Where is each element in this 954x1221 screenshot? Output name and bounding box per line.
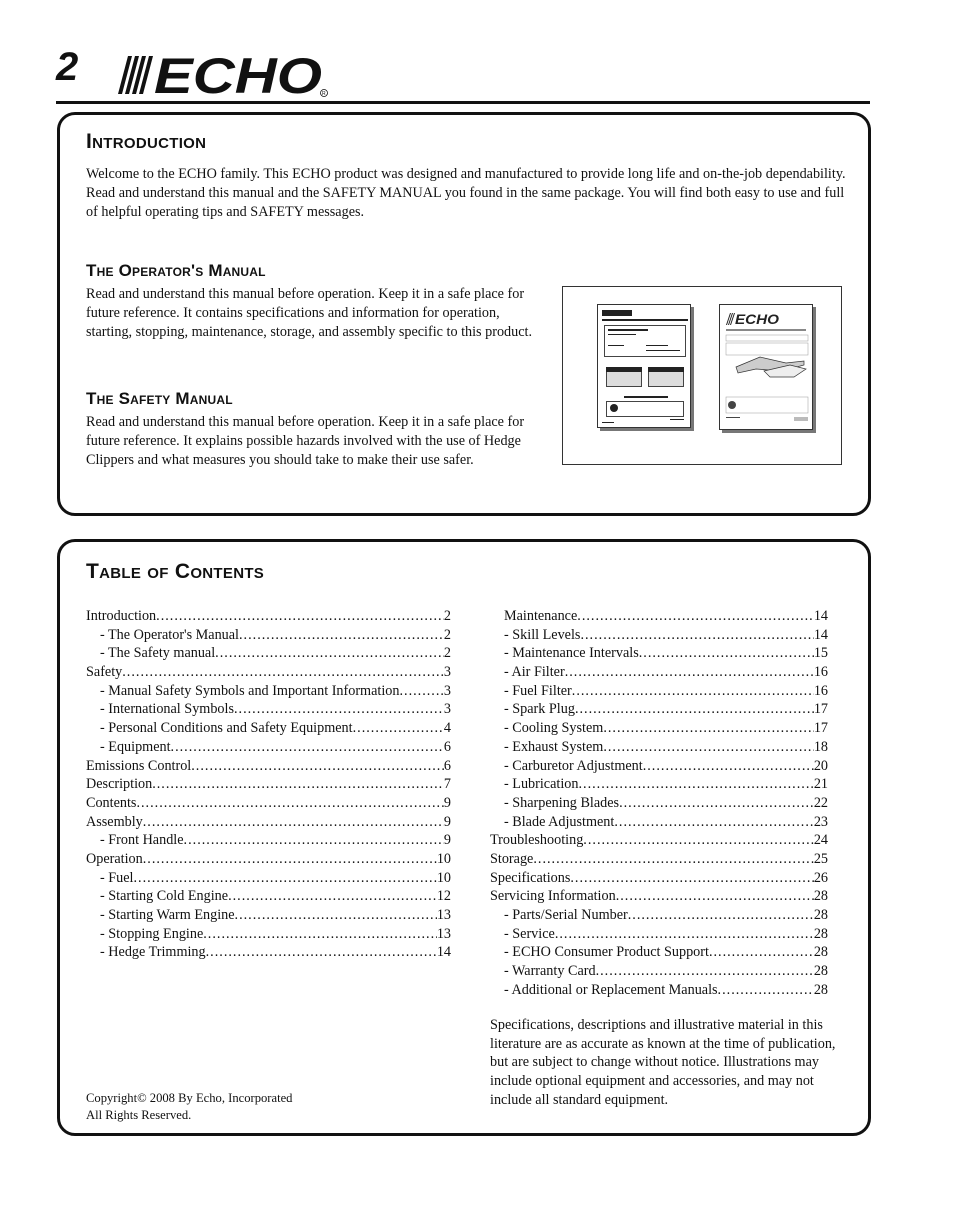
toc-entry-label: - Exhaust System [504, 738, 604, 755]
svg-text:ECHO: ECHO [735, 311, 780, 327]
toc-entry[interactable] [86, 850, 451, 869]
toc-entry[interactable] [490, 906, 828, 925]
toc-entry-label: - Front Handle [100, 832, 184, 849]
toc-entry[interactable] [490, 626, 828, 645]
toc-dot-leader [596, 962, 814, 981]
toc-entry-label: - The Operator's Manual [100, 626, 239, 643]
toc-entry-label: - Fuel Filter [504, 682, 572, 699]
toc-dot-leader [234, 700, 444, 719]
toc-entry[interactable] [490, 644, 828, 663]
toc-entry[interactable] [490, 981, 828, 1000]
toc-entry[interactable] [86, 644, 451, 663]
toc-entry[interactable] [86, 794, 451, 813]
toc-entry-label: - International Symbols [100, 701, 234, 718]
toc-entry-page: 2 [443, 645, 451, 662]
toc-entry-page: 12 [436, 888, 451, 905]
toc-entry-label: - Skill Levels [504, 626, 581, 643]
operators-manual-text: Read and understand this manual before operation. Keep it in a safe place for future reference. It contains specifications and information for operation, starting, stopping, maintenance, storage, and assembly specific to this product. [86, 286, 533, 340]
toc-entry[interactable] [86, 700, 451, 719]
toc-entry[interactable] [86, 943, 451, 962]
toc-entry-label: - Warranty Card [504, 963, 596, 980]
toc-entry[interactable] [86, 813, 451, 832]
echo-logo [110, 50, 332, 98]
toc-dot-leader [134, 869, 437, 888]
toc-entry-page: 3 [443, 682, 451, 699]
toc-entry-label: - Parts/Serial Number [504, 907, 628, 923]
table-of-contents-panel [57, 539, 871, 1136]
toc-entry[interactable] [490, 831, 828, 850]
toc-dot-leader [156, 607, 444, 626]
toc-dot-leader [215, 644, 444, 663]
toc-entry[interactable] [86, 607, 451, 626]
toc-entry-page: 16 [813, 682, 828, 699]
introduction-title: Introduction [86, 130, 207, 153]
operators-manual-image [597, 304, 691, 428]
logo-text: ECHO [154, 50, 323, 98]
toc-entry[interactable] [86, 719, 451, 738]
toc-entry-label: - Maintenance Intervals [504, 645, 639, 662]
toc-entry-page: 6 [443, 757, 451, 774]
toc-entry-page: 18 [813, 738, 828, 755]
toc-entry-label: - Equipment [100, 738, 171, 755]
toc-dot-leader [555, 925, 814, 944]
page-number: 2 [56, 45, 79, 89]
toc-entry[interactable] [490, 813, 828, 832]
toc-dot-leader [533, 850, 813, 869]
toc-right-column [490, 607, 828, 999]
toc-entry[interactable] [86, 626, 451, 645]
toc-entry[interactable] [490, 607, 828, 626]
toc-dot-leader [583, 831, 814, 850]
toc-entry-page: 28 [813, 981, 828, 998]
toc-dot-leader [643, 757, 814, 776]
toc-dot-leader [575, 700, 814, 719]
toc-entry[interactable] [490, 719, 828, 738]
toc-entry[interactable] [86, 869, 451, 888]
toc-entry-label: - Personal Conditions and Safety Equipment [100, 720, 353, 737]
toc-dot-leader [570, 869, 813, 888]
toc-entry[interactable] [490, 738, 828, 757]
toc-entry-page: 10 [436, 850, 451, 867]
toc-entry-label: - Cooling System [504, 720, 604, 737]
toc-dot-leader [136, 794, 443, 813]
toc-dot-leader [628, 906, 814, 925]
toc-dot-leader [143, 850, 437, 869]
toc-entry-label: - ECHO Consumer Product Support [504, 944, 709, 961]
toc-entry-page: 13 [436, 907, 451, 923]
toc-dot-leader [639, 644, 814, 663]
toc-dot-leader [239, 626, 444, 645]
toc-entry-page: 2 [443, 626, 451, 643]
toc-dot-leader [228, 887, 437, 906]
toc-dot-leader [399, 682, 443, 701]
operators-manual-heading: The Operator's Manual [86, 261, 266, 280]
toc-entry-page: 28 [813, 888, 828, 905]
toc-entry[interactable] [490, 943, 828, 962]
toc-entry-label: - Stopping Engine [100, 925, 204, 942]
toc-entry-label: Introduction [86, 608, 157, 624]
toc-entry[interactable] [490, 925, 828, 944]
toc-dot-leader [203, 925, 437, 944]
toc-dot-leader [619, 794, 814, 813]
safety-manual-text: Read and understand this manual before operation. Keep it in a safe place for future reference. It explains possible hazards involved with the use of Hedge Clippers and what measures you should take to make their use safer. [86, 414, 525, 468]
safety-manual-heading: The Safety Manual [86, 389, 233, 408]
toc-entry-label: Assembly [86, 813, 143, 830]
toc-entry-page: 17 [813, 701, 828, 718]
toc-entry[interactable] [490, 663, 828, 682]
toc-entry[interactable] [490, 757, 828, 776]
toc-entry[interactable] [86, 831, 451, 850]
toc-dot-leader [603, 719, 813, 738]
toc-dot-leader [353, 719, 444, 738]
toc-entry-page: 6 [443, 738, 451, 755]
toc-entry-page: 28 [813, 925, 828, 942]
toc-dot-leader [206, 943, 437, 962]
toc-entry-page: 14 [813, 626, 828, 643]
toc-entry[interactable] [490, 869, 828, 888]
toc-dot-leader [578, 775, 813, 794]
toc-entry[interactable] [86, 738, 451, 757]
toc-title: Table of Contents [86, 560, 265, 583]
toc-entry-page: 28 [813, 963, 828, 980]
toc-entry-page: 3 [443, 664, 451, 681]
toc-entry[interactable] [490, 850, 828, 869]
toc-entry[interactable] [86, 887, 451, 906]
toc-entry-label: - Air Filter [504, 664, 565, 681]
toc-entry-label: - Manual Safety Symbols and Important Information [100, 682, 400, 699]
toc-dot-leader [603, 738, 814, 757]
toc-dot-leader [718, 981, 814, 1000]
toc-entry-label: - Hedge Trimming [100, 944, 206, 961]
toc-entry-label: - Blade Adjustment [504, 813, 615, 830]
toc-dot-leader [565, 663, 814, 682]
toc-dot-leader [122, 663, 444, 682]
toc-dot-leader [171, 738, 444, 757]
toc-entry-label: - The Safety manual [100, 645, 216, 662]
toc-entry-page: 21 [813, 776, 828, 793]
toc-dot-leader [572, 682, 814, 701]
toc-entry[interactable] [86, 906, 451, 925]
toc-entry[interactable] [86, 775, 451, 794]
toc-entry-page: 15 [813, 645, 828, 662]
toc-entry-page: 23 [813, 813, 828, 830]
toc-entry-page: 20 [813, 757, 828, 774]
toc-entry-label: Maintenance [504, 608, 578, 624]
toc-entry-label: - Sharpening Blades [504, 794, 620, 811]
toc-dot-leader [580, 626, 813, 645]
toc-entry[interactable] [86, 663, 451, 682]
toc-dot-leader [616, 887, 814, 906]
toc-entry[interactable] [490, 775, 828, 794]
toc-entry-page: 9 [443, 794, 451, 811]
toc-entry-page: 14 [436, 944, 451, 961]
svg-text:R: R [322, 91, 326, 97]
toc-entry-label: Servicing Information [490, 888, 616, 905]
toc-entry-label: Storage [490, 850, 534, 867]
toc-entry-page: 28 [813, 944, 828, 961]
toc-entry-label: - Lubrication [504, 776, 579, 793]
toc-dot-leader [152, 775, 444, 794]
toc-entry-page: 26 [813, 869, 828, 886]
toc-entry[interactable] [86, 682, 451, 701]
toc-entry-label: Specifications [490, 869, 571, 886]
toc-entry-page: 2 [443, 608, 451, 624]
toc-entry-label: - Spark Plug [504, 701, 575, 718]
toc-entry-page: 16 [813, 664, 828, 681]
toc-entry-label: Safety [86, 664, 123, 681]
toc-entry-page: 9 [443, 832, 451, 849]
toc-entry-label: - Starting Cold Engine [100, 888, 229, 905]
toc-entry[interactable] [86, 925, 451, 944]
toc-entry-label: Contents [86, 794, 137, 811]
safety-manual-image [719, 304, 813, 430]
toc-dot-leader [235, 906, 437, 925]
copyright-line: Copyright© 2008 By Echo, Incorporated [86, 1091, 293, 1105]
toc-entry-page: 28 [813, 907, 828, 923]
toc-entry[interactable] [490, 887, 828, 906]
toc-entry-label: - Service [504, 925, 555, 942]
toc-dot-leader [191, 757, 444, 776]
toc-entry-page: 17 [813, 720, 828, 737]
toc-entry-label: Troubleshooting [490, 832, 584, 849]
toc-dot-leader [184, 831, 444, 850]
toc-entry-page: 25 [813, 850, 828, 867]
introduction-panel [57, 112, 871, 516]
disclaimer-text: Specifications, descriptions and illustrative material in this literature are as accurate as known at the time of publication, but are subject to change without notice. Illustrations may include optional equipment and accessories, and may not include all standard equipment. [490, 1017, 836, 1108]
toc-entry-page: 22 [813, 794, 828, 811]
toc-entry[interactable] [490, 962, 828, 981]
copyright [86, 1090, 292, 1124]
toc-entry-label: Description [86, 776, 153, 793]
toc-entry-label: Operation [86, 850, 143, 867]
toc-entry[interactable] [86, 757, 451, 776]
toc-entry-page: 24 [813, 832, 828, 849]
toc-entry-page: 3 [443, 701, 451, 718]
toc-entry-label: - Additional or Replacement Manuals [504, 981, 718, 998]
toc-entry[interactable] [490, 794, 828, 813]
toc-entry-label: - Fuel [100, 869, 134, 886]
toc-entry-page: 13 [436, 925, 451, 942]
toc-dot-leader [614, 813, 813, 832]
toc-dot-leader [709, 943, 814, 962]
toc-entry-page: 7 [443, 776, 451, 793]
toc-entry-label: - Starting Warm Engine [100, 907, 235, 923]
toc-entry-label: Emissions Control [86, 757, 192, 774]
toc-entry[interactable] [490, 682, 828, 701]
introduction-text: Welcome to the ECHO family. This ECHO product was designed and manufactured to provide long life and on-the-job dependability. Read and understand this manual and the SAFETY MANUAL you found in the same package. You will find both easy to use and full of helpful operating tips and SAFETY messages. [86, 166, 846, 220]
toc-entry-page: 14 [813, 608, 828, 624]
toc-dot-leader [143, 813, 444, 832]
toc-entry-page: 4 [443, 720, 451, 737]
toc-entry-page: 9 [443, 813, 451, 830]
toc-dot-leader [577, 607, 814, 626]
manuals-illustration [562, 286, 842, 465]
toc-entry-label: - Carburetor Adjustment [504, 757, 643, 774]
toc-entry[interactable] [490, 700, 828, 719]
header-rule [56, 101, 870, 104]
rights-line: All Rights Reserved. [86, 1108, 192, 1122]
toc-entry-page: 10 [436, 869, 451, 886]
toc-left-column [86, 607, 451, 962]
